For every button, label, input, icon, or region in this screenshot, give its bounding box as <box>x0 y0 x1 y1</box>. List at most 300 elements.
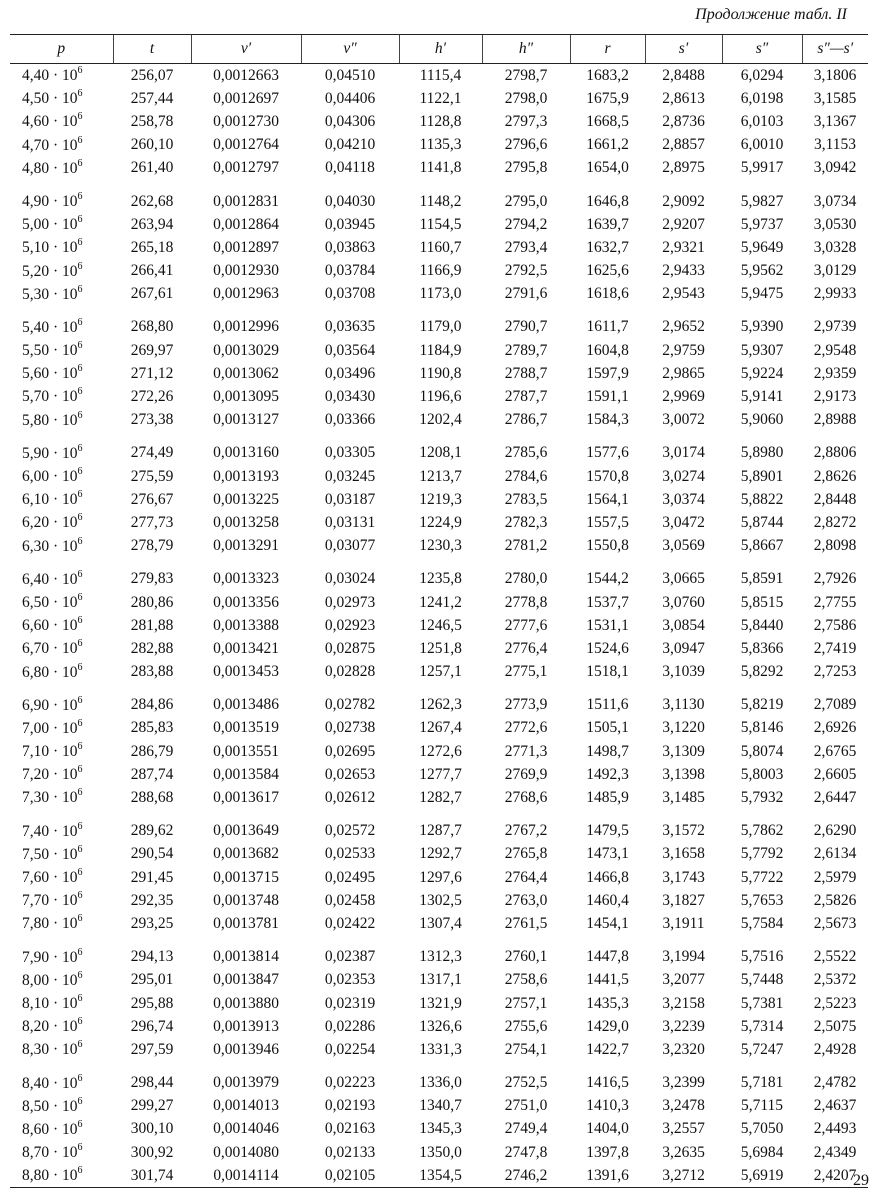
s-vapor-cell: 5,9141 <box>740 388 784 406</box>
r-heat-cell: 1625,6 <box>586 262 629 280</box>
pressure-base: 8,60 · 10 <box>22 1121 78 1139</box>
pressure-cell <box>10 946 113 969</box>
s-diff-cell: 2,4928 <box>813 1040 857 1058</box>
s-liquid-cell: 3,2077 <box>662 971 705 989</box>
v-liquid-cell: 0,0013946 <box>213 1040 279 1058</box>
pressure-cell <box>10 568 113 591</box>
h-liquid-cell: 1292,7 <box>419 845 462 863</box>
h-liquid-cell: 1148,2 <box>419 192 462 210</box>
s-liquid-cell: 3,2478 <box>662 1097 705 1115</box>
s-diff-cell: 2,4782 <box>813 1074 857 1092</box>
s-liquid-cell: 2,9092 <box>662 192 705 210</box>
s-liquid-cell: 3,1994 <box>662 948 705 966</box>
h-liquid-cell: 1160,7 <box>419 238 462 256</box>
v-liquid-cell: 0,0012996 <box>213 318 279 336</box>
table-row <box>10 134 868 157</box>
v-liquid-cell: 0,0013258 <box>213 513 279 531</box>
temperature-cell: 296,74 <box>130 1017 174 1035</box>
h-liquid-cell: 1336,0 <box>419 1074 462 1092</box>
pressure-exponent: 6 <box>77 1095 83 1107</box>
v-vapor-cell: 0,04118 <box>325 159 375 177</box>
s-vapor-cell: 5,8003 <box>740 765 784 783</box>
pressure-exponent: 6 <box>77 134 83 146</box>
pressure-base: 4,80 · 10 <box>22 159 78 177</box>
h-liquid-cell: 1208,1 <box>419 444 462 462</box>
v-vapor-cell: 0,03635 <box>324 318 376 336</box>
group-spacer <box>10 684 868 694</box>
pressure-base: 8,30 · 10 <box>22 1041 78 1059</box>
pressure-base: 6,20 · 10 <box>22 514 78 532</box>
h-liquid-cell: 1272,6 <box>419 742 462 760</box>
h-liquid-cell: 1287,7 <box>419 822 462 840</box>
s-vapor-cell: 5,7932 <box>740 789 784 807</box>
v-vapor-cell: 0,02286 <box>324 1017 376 1035</box>
h-vapor-cell: 2782,3 <box>504 513 548 531</box>
s-vapor-cell: 5,8822 <box>740 490 784 508</box>
r-heat-cell: 1454,1 <box>586 914 629 932</box>
pressure-exponent: 6 <box>77 1165 83 1177</box>
pressure-exponent: 6 <box>77 283 83 295</box>
pressure-exponent: 6 <box>77 1039 83 1051</box>
h-vapor-cell: 2747,8 <box>504 1143 548 1161</box>
pressure-exponent: 6 <box>77 764 83 776</box>
s-liquid-cell: 2,9865 <box>662 364 705 382</box>
group-spacer <box>10 936 868 946</box>
pressure-cell <box>10 717 113 740</box>
s-vapor-cell: 5,9224 <box>740 364 784 382</box>
s-liquid-cell: 2,9207 <box>662 215 705 233</box>
r-heat-cell: 1564,1 <box>586 490 629 508</box>
r-heat-cell: 1544,2 <box>586 570 629 588</box>
r-heat-cell: 1604,8 <box>586 341 629 359</box>
s-diff-cell: 2,8626 <box>813 467 857 485</box>
v-vapor-cell: 0,02193 <box>324 1097 376 1115</box>
s-vapor-cell: 5,8591 <box>740 570 784 588</box>
pressure-base: 6,70 · 10 <box>22 640 78 658</box>
v-vapor-cell: 0,03131 <box>324 513 376 531</box>
s-diff-cell: 2,5372 <box>813 971 857 989</box>
pressure-cell <box>10 740 113 763</box>
pressure-base: 4,50 · 10 <box>22 90 78 108</box>
pressure-cell <box>10 912 113 935</box>
table-row <box>10 591 868 614</box>
s-liquid-cell: 2,9433 <box>662 262 705 280</box>
v-vapor-cell: 0,03945 <box>324 215 376 233</box>
s-liquid-cell: 3,2557 <box>662 1120 705 1138</box>
temperature-cell: 274,49 <box>130 444 174 462</box>
h-liquid-cell: 1246,5 <box>419 616 462 634</box>
temperature-cell: 278,79 <box>130 537 174 555</box>
s-diff-cell: 2,8272 <box>813 513 857 531</box>
temperature-cell: 265,18 <box>130 238 174 256</box>
v-vapor-cell: 0,02319 <box>324 994 376 1012</box>
s-vapor-cell: 5,7653 <box>740 891 784 909</box>
pressure-exponent: 6 <box>77 88 83 100</box>
h-liquid-cell: 1190,8 <box>419 364 462 382</box>
h-vapor-cell: 2793,4 <box>504 238 548 256</box>
v-liquid-cell: 0,0013486 <box>213 696 279 714</box>
pressure-cell <box>10 661 113 684</box>
pressure-exponent: 6 <box>77 363 83 375</box>
table-row <box>10 385 868 408</box>
v-liquid-cell: 0,0013748 <box>213 891 279 909</box>
pressure-base: 7,70 · 10 <box>22 892 78 910</box>
s-vapor-cell: 5,8667 <box>740 537 784 555</box>
temperature-cell: 256,07 <box>130 66 174 84</box>
h-vapor-cell: 2775,1 <box>504 663 548 681</box>
s-liquid-cell: 3,1743 <box>662 868 705 886</box>
group-spacer <box>10 180 868 190</box>
h-liquid-cell: 1302,5 <box>419 891 462 909</box>
pressure-cell <box>10 637 113 660</box>
table-row <box>10 843 868 866</box>
s-diff-cell: 2,5673 <box>813 914 857 932</box>
pressure-cell <box>10 969 113 992</box>
h-liquid-cell: 1340,7 <box>419 1097 462 1115</box>
s-vapor-cell: 5,9649 <box>740 238 784 256</box>
v-vapor-cell: 0,03784 <box>324 262 376 280</box>
s-liquid-cell: 2,8613 <box>662 89 705 107</box>
v-liquid-cell: 0,0013095 <box>213 388 279 406</box>
h-vapor-cell: 2760,1 <box>504 948 548 966</box>
table-row <box>10 1015 868 1038</box>
table-row <box>10 661 868 684</box>
pressure-cell <box>10 260 113 283</box>
temperature-cell: 273,38 <box>130 411 174 429</box>
table-row <box>10 442 868 465</box>
pressure-cell <box>10 488 113 511</box>
v-liquid-cell: 0,0012930 <box>213 262 279 280</box>
header-s-vapor: s″ <box>722 35 802 64</box>
h-vapor-cell: 2795,8 <box>504 159 548 177</box>
spacer-cell <box>10 1062 868 1072</box>
h-liquid-cell: 1267,4 <box>419 719 462 737</box>
group-spacer <box>10 810 868 820</box>
h-liquid-cell: 1317,1 <box>419 971 462 989</box>
pressure-cell <box>10 820 113 843</box>
table-row <box>10 1095 868 1118</box>
v-vapor-cell: 0,03708 <box>324 285 376 303</box>
pressure-exponent: 6 <box>77 694 83 706</box>
s-liquid-cell: 3,0472 <box>662 513 705 531</box>
h-vapor-cell: 2780,0 <box>504 570 548 588</box>
r-heat-cell: 1557,5 <box>586 513 629 531</box>
h-liquid-cell: 1326,6 <box>419 1017 462 1035</box>
v-liquid-cell: 0,0013323 <box>213 570 279 588</box>
pressure-base: 7,90 · 10 <box>22 948 78 966</box>
temperature-cell: 290,54 <box>130 845 174 863</box>
h-vapor-cell: 2758,6 <box>504 971 548 989</box>
s-diff-cell: 2,6926 <box>813 719 857 737</box>
h-liquid-cell: 1122,1 <box>419 89 462 107</box>
r-heat-cell: 1485,9 <box>586 789 629 807</box>
s-diff-cell: 3,0328 <box>813 238 857 256</box>
h-liquid-cell: 1350,0 <box>419 1143 462 1161</box>
table-row <box>10 110 868 133</box>
v-liquid-cell: 0,0013584 <box>213 765 279 783</box>
table-row <box>10 763 868 786</box>
pressure-cell <box>10 409 113 432</box>
s-vapor-cell: 5,9737 <box>740 215 784 233</box>
pressure-exponent: 6 <box>77 1016 83 1028</box>
pressure-base: 8,20 · 10 <box>22 1018 78 1036</box>
h-vapor-cell: 2791,6 <box>504 285 548 303</box>
h-liquid-cell: 1282,7 <box>419 789 462 807</box>
pressure-base: 8,10 · 10 <box>22 995 78 1013</box>
s-diff-cell: 2,5522 <box>813 948 857 966</box>
pressure-exponent: 6 <box>77 1118 83 1130</box>
temperature-cell: 284,86 <box>130 696 174 714</box>
s-liquid-cell: 3,0665 <box>662 570 705 588</box>
s-liquid-cell: 3,2239 <box>662 1017 705 1035</box>
table-row <box>10 1118 868 1141</box>
h-liquid-cell: 1312,3 <box>419 948 462 966</box>
pressure-exponent: 6 <box>77 512 83 524</box>
temperature-cell: 291,45 <box>130 868 174 886</box>
s-diff-cell: 2,5075 <box>813 1017 857 1035</box>
s-diff-cell: 2,7253 <box>813 663 857 681</box>
header-s-diff: s″—s′ <box>802 35 868 64</box>
s-liquid-cell: 3,0947 <box>662 639 705 657</box>
h-liquid-cell: 1184,9 <box>419 341 462 359</box>
s-vapor-cell: 5,7050 <box>740 1120 784 1138</box>
s-vapor-cell: 5,7584 <box>740 914 784 932</box>
pressure-base: 5,10 · 10 <box>22 239 78 257</box>
s-liquid-cell: 3,0374 <box>662 490 705 508</box>
pressure-cell <box>10 465 113 488</box>
s-diff-cell: 3,1153 <box>813 136 857 154</box>
v-liquid-cell: 0,0013913 <box>213 1017 279 1035</box>
pressure-cell <box>10 442 113 465</box>
s-diff-cell: 2,8988 <box>813 411 857 429</box>
r-heat-cell: 1410,3 <box>586 1097 629 1115</box>
s-liquid-cell: 3,2635 <box>662 1143 705 1161</box>
pressure-base: 7,20 · 10 <box>22 766 78 784</box>
temperature-cell: 272,26 <box>130 388 174 406</box>
temperature-cell: 276,67 <box>130 490 174 508</box>
v-liquid-cell: 0,0013356 <box>213 593 279 611</box>
table-row <box>10 339 868 362</box>
temperature-cell: 277,73 <box>130 513 174 531</box>
h-vapor-cell: 2751,0 <box>504 1097 548 1115</box>
r-heat-cell: 1668,5 <box>586 112 629 130</box>
spacer-cell <box>10 936 868 946</box>
pressure-exponent: 6 <box>77 386 83 398</box>
s-diff-cell: 2,9933 <box>813 285 857 303</box>
header-r: r <box>570 35 645 64</box>
group-spacer <box>10 432 868 442</box>
pressure-cell <box>10 87 113 110</box>
pressure-base: 5,60 · 10 <box>22 365 78 383</box>
v-vapor-cell: 0,03305 <box>324 444 376 462</box>
h-liquid-cell: 1115,4 <box>419 66 462 84</box>
temperature-cell: 280,86 <box>130 593 174 611</box>
pressure-base: 7,10 · 10 <box>22 743 78 761</box>
s-vapor-cell: 5,8146 <box>740 719 784 737</box>
h-vapor-cell: 2771,3 <box>504 742 548 760</box>
h-vapor-cell: 2749,4 <box>504 1120 548 1138</box>
temperature-cell: 294,13 <box>130 948 174 966</box>
v-vapor-cell: 0,03564 <box>324 341 376 359</box>
pressure-cell <box>10 992 113 1015</box>
s-vapor-cell: 5,7792 <box>740 845 784 863</box>
h-liquid-cell: 1141,8 <box>419 159 462 177</box>
pressure-cell <box>10 1038 113 1061</box>
group-spacer <box>10 306 868 316</box>
v-vapor-cell: 0,03187 <box>324 490 376 508</box>
s-vapor-cell: 5,7314 <box>740 1017 784 1035</box>
r-heat-cell: 1460,4 <box>586 891 629 909</box>
temperature-cell: 268,80 <box>130 318 174 336</box>
h-vapor-cell: 2797,3 <box>504 112 548 130</box>
pressure-cell <box>10 1141 113 1164</box>
v-liquid-cell: 0,0012797 <box>213 159 279 177</box>
s-diff-cell: 2,7089 <box>813 696 857 714</box>
h-vapor-cell: 2776,4 <box>504 639 548 657</box>
h-vapor-cell: 2795,0 <box>504 192 548 210</box>
v-liquid-cell: 0,0013814 <box>213 948 279 966</box>
s-diff-cell: 2,4493 <box>813 1120 857 1138</box>
pressure-cell <box>10 889 113 912</box>
table-row <box>10 786 868 809</box>
temperature-cell: 269,97 <box>130 341 174 359</box>
pressure-cell <box>10 385 113 408</box>
h-vapor-cell: 2785,6 <box>504 444 548 462</box>
r-heat-cell: 1577,6 <box>586 444 629 462</box>
pressure-cell <box>10 236 113 259</box>
s-vapor-cell: 5,9562 <box>740 262 784 280</box>
pressure-cell <box>10 591 113 614</box>
v-liquid-cell: 0,0013519 <box>213 719 279 737</box>
pressure-exponent: 6 <box>77 442 83 454</box>
temperature-cell: 271,12 <box>130 364 174 382</box>
h-liquid-cell: 1251,8 <box>419 639 462 657</box>
h-liquid-cell: 1230,3 <box>419 537 462 555</box>
v-vapor-cell: 0,02163 <box>324 1120 376 1138</box>
table-row <box>10 740 868 763</box>
spacer-cell <box>10 180 868 190</box>
table-header-row <box>10 35 868 64</box>
h-vapor-cell: 2768,6 <box>504 789 548 807</box>
s-liquid-cell: 3,2158 <box>662 994 705 1012</box>
h-liquid-cell: 1202,4 <box>419 411 462 429</box>
header-s-liquid: s′ <box>645 35 722 64</box>
v-liquid-cell: 0,0013127 <box>213 411 279 429</box>
temperature-cell: 298,44 <box>130 1074 174 1092</box>
v-liquid-cell: 0,0013421 <box>213 639 279 657</box>
s-liquid-cell: 3,0854 <box>662 616 705 634</box>
table-row <box>10 465 868 488</box>
table-row <box>10 535 868 558</box>
v-vapor-cell: 0,02572 <box>324 822 376 840</box>
s-liquid-cell: 3,2712 <box>645 1164 722 1188</box>
h-vapor-cell: 2764,4 <box>504 868 548 886</box>
table-row <box>10 694 868 717</box>
pressure-exponent: 6 <box>77 867 83 879</box>
pressure-base: 6,30 · 10 <box>22 537 78 555</box>
s-diff-cell: 2,8448 <box>813 490 857 508</box>
v-vapor-cell: 0,02133 <box>324 1143 376 1161</box>
h-liquid-cell: 1179,0 <box>419 318 462 336</box>
temperature-cell: 262,68 <box>130 192 174 210</box>
group-spacer <box>10 1062 868 1072</box>
r-heat-cell: 1404,0 <box>586 1120 629 1138</box>
pressure-base: 6,90 · 10 <box>22 696 78 714</box>
h-liquid-cell: 1262,3 <box>419 696 462 714</box>
s-vapor-cell: 5,6984 <box>740 1143 784 1161</box>
v-liquid-cell: 0,0013979 <box>213 1074 279 1092</box>
pressure-cell <box>10 1015 113 1038</box>
h-vapor-cell: 2773,9 <box>504 696 548 714</box>
r-heat-cell: 1618,6 <box>586 285 629 303</box>
s-vapor-cell: 5,8366 <box>740 639 784 657</box>
s-liquid-cell: 2,8736 <box>662 112 705 130</box>
s-vapor-cell: 5,9475 <box>740 285 784 303</box>
v-vapor-cell: 0,02223 <box>324 1074 376 1092</box>
v-liquid-cell: 0,0012697 <box>213 89 279 107</box>
v-vapor-cell: 0,02828 <box>324 663 376 681</box>
table-row <box>10 1038 868 1061</box>
pressure-cell <box>10 535 113 558</box>
temperature-cell: 282,88 <box>130 639 174 657</box>
pressure-exponent: 6 <box>77 157 83 169</box>
pressure-base: 5,70 · 10 <box>22 388 78 406</box>
r-heat-cell: 1441,5 <box>586 971 629 989</box>
pressure-cell <box>10 1095 113 1118</box>
h-vapor-cell: 2746,2 <box>482 1164 570 1188</box>
r-heat-cell: 1511,6 <box>586 696 629 714</box>
pressure-base: 5,00 · 10 <box>22 216 78 234</box>
s-liquid-cell: 3,0072 <box>662 411 705 429</box>
temperature-cell: 261,40 <box>130 159 174 177</box>
s-liquid-cell: 3,1130 <box>662 696 705 714</box>
v-liquid-cell: 0,0013715 <box>213 868 279 886</box>
pressure-cell <box>10 157 113 180</box>
s-vapor-cell: 5,7181 <box>740 1074 784 1092</box>
pressure-exponent: 6 <box>77 466 83 478</box>
v-vapor-cell: 0,02612 <box>324 789 376 807</box>
v-vapor-cell: 0,04406 <box>324 89 376 107</box>
s-diff-cell: 2,7419 <box>813 639 857 657</box>
s-diff-cell: 2,7586 <box>813 616 857 634</box>
pressure-exponent: 6 <box>77 661 83 673</box>
table-row <box>10 946 868 969</box>
s-diff-cell: 2,5979 <box>813 868 857 886</box>
v-vapor-cell: 0,02387 <box>324 948 376 966</box>
temperature-cell: 300,92 <box>130 1143 174 1161</box>
s-liquid-cell: 3,1398 <box>662 765 705 783</box>
pressure-exponent: 6 <box>77 741 83 753</box>
pressure-cell <box>10 362 113 385</box>
table-row <box>10 614 868 637</box>
s-vapor-cell: 5,9390 <box>740 318 784 336</box>
s-liquid-cell: 3,2320 <box>662 1040 705 1058</box>
pressure-exponent: 6 <box>77 340 83 352</box>
h-liquid-cell: 1345,3 <box>419 1120 462 1138</box>
pressure-exponent: 6 <box>77 615 83 627</box>
v-liquid-cell: 0,0013029 <box>213 341 279 359</box>
pressure-exponent: 6 <box>77 946 83 958</box>
v-vapor-cell: 0,02875 <box>324 639 376 657</box>
pressure-cell <box>10 694 113 717</box>
table-row <box>10 157 868 180</box>
v-vapor-cell: 0,04210 <box>324 136 376 154</box>
v-liquid-cell: 0,0013453 <box>213 663 279 681</box>
s-liquid-cell: 2,9543 <box>662 285 705 303</box>
pressure-cell <box>10 1072 113 1095</box>
h-vapor-cell: 2789,7 <box>504 341 548 359</box>
h-liquid-cell: 1354,5 <box>399 1164 482 1188</box>
